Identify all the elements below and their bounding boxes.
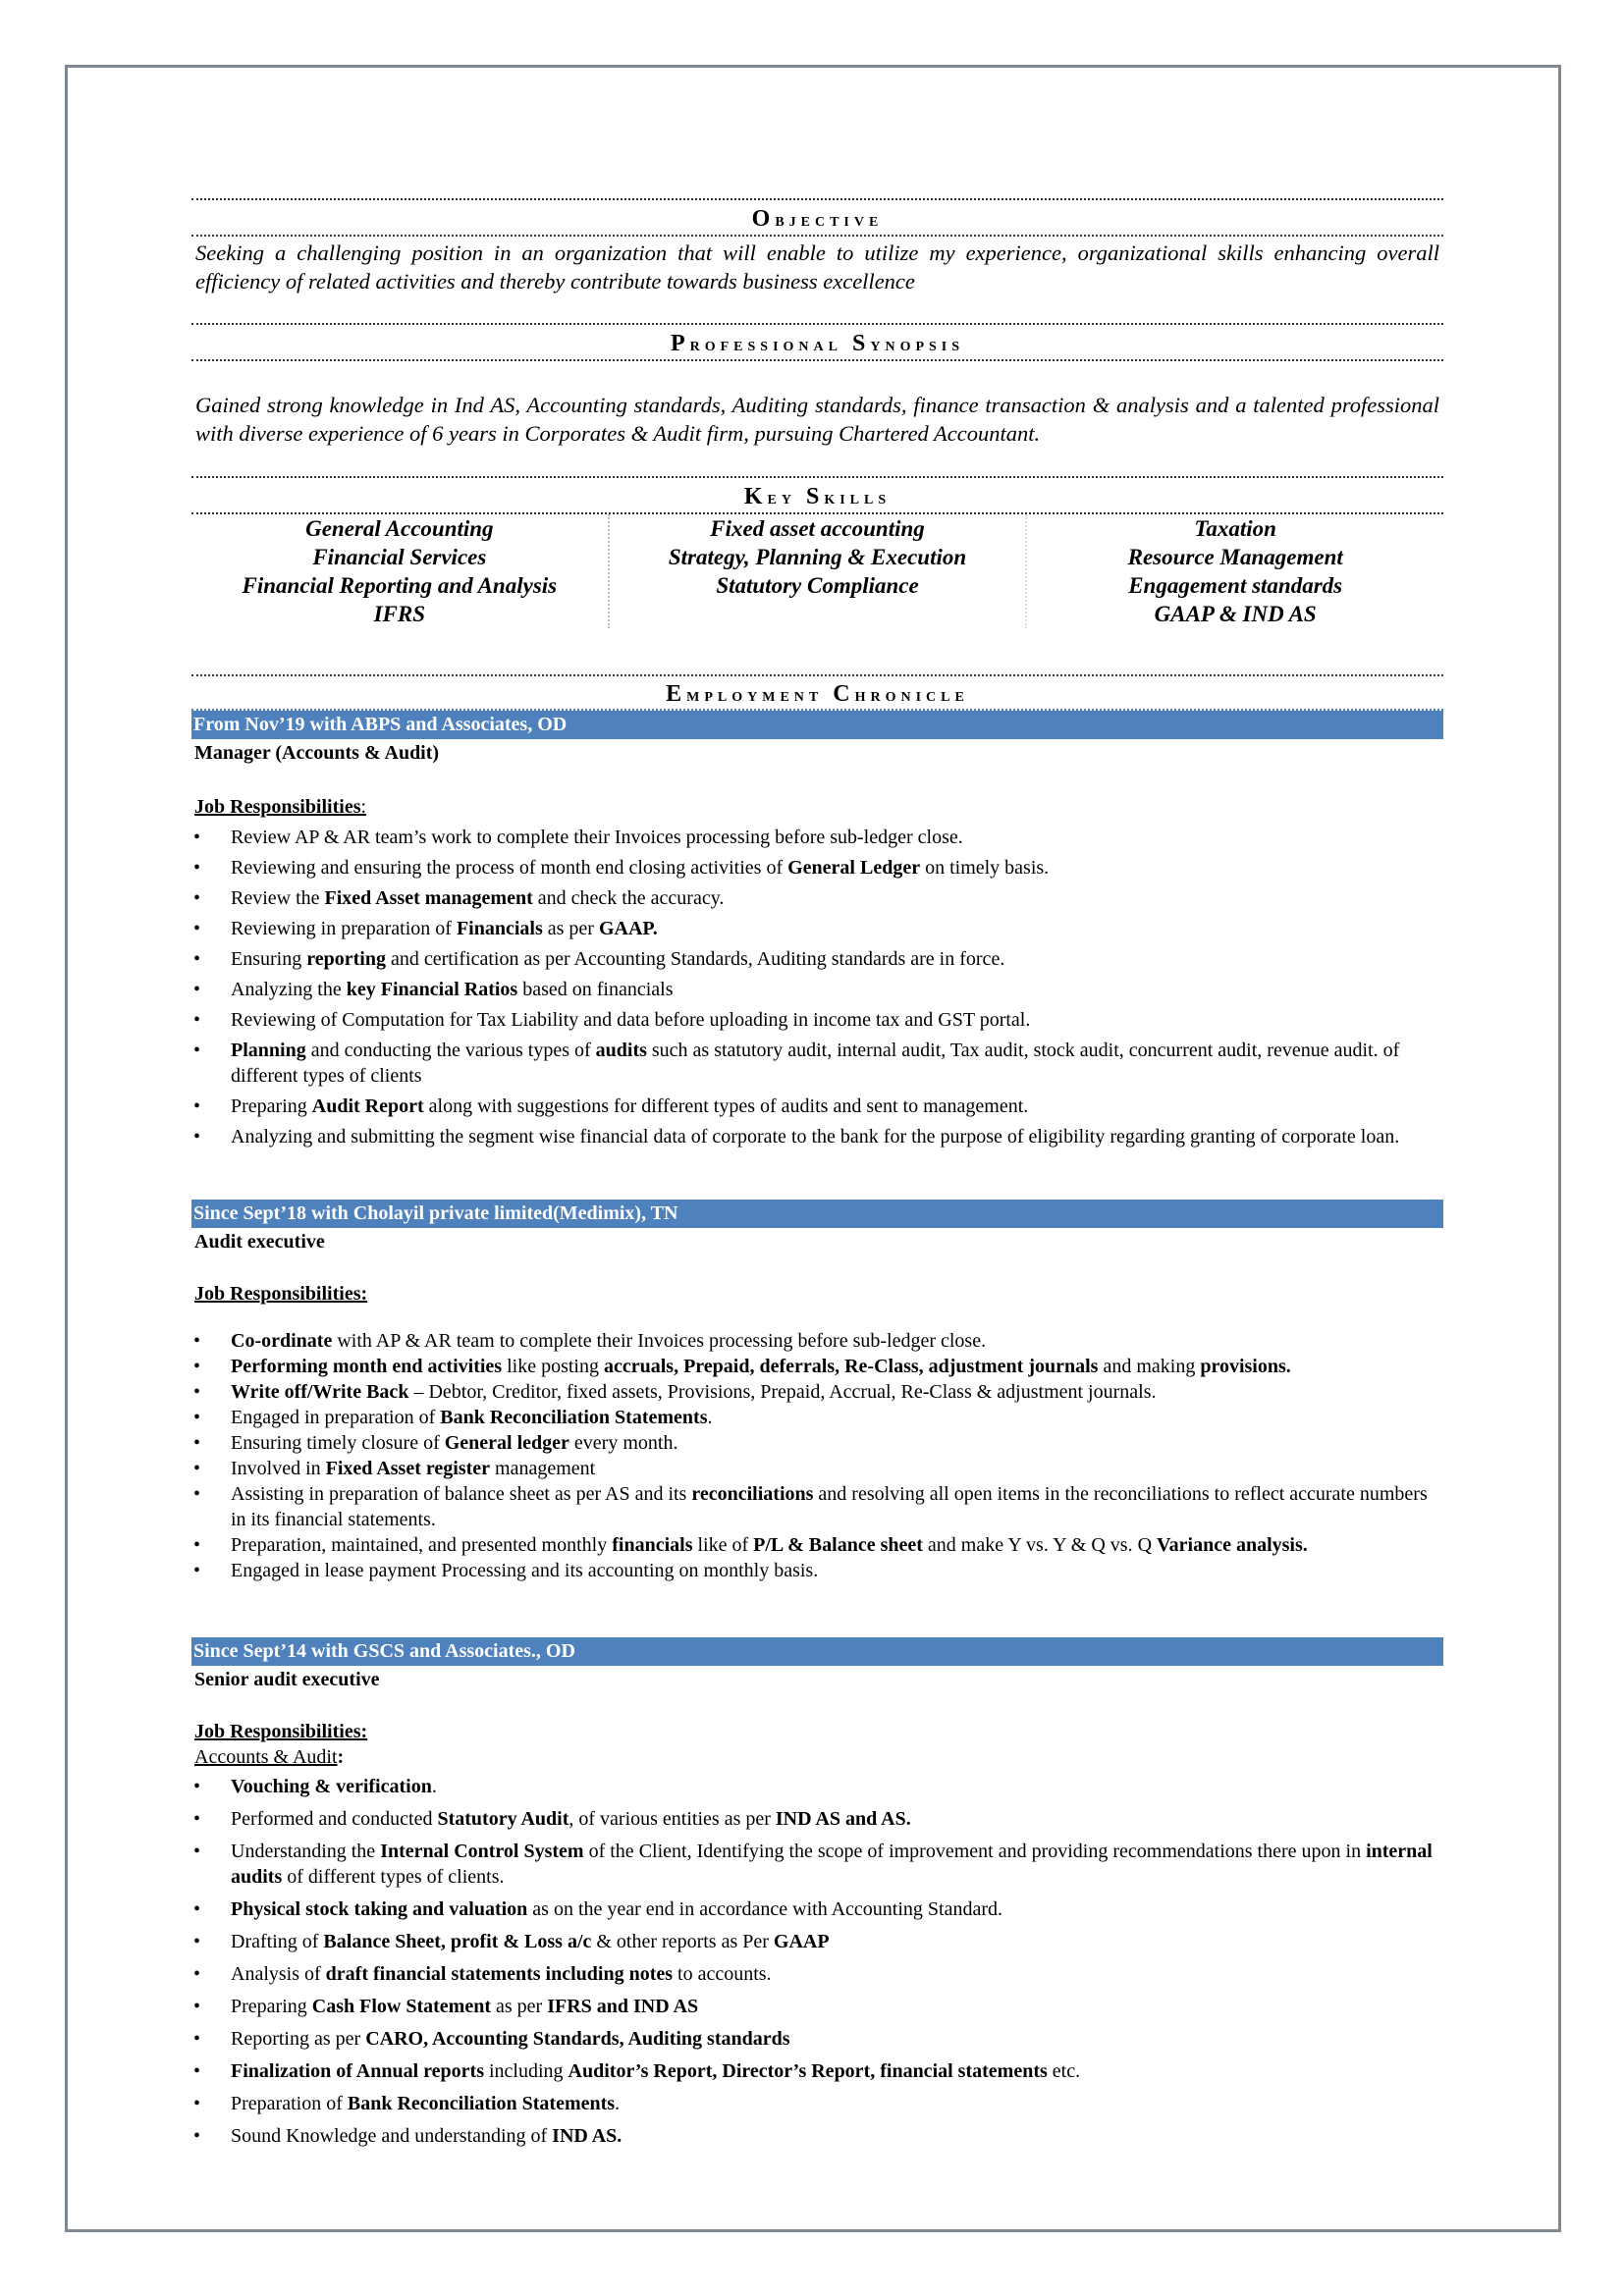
skills-column-2 (610, 514, 1028, 628)
skill-item: General Accounting (305, 516, 494, 541)
responsibility-item: • Write off/Write Back – Debtor, Creditor, fixed assets, Provisions, Prepaid, Accrual, Re-Class & adjustment journals. (191, 1379, 1443, 1405)
responsibility-item: • Preparation, maintained, and presented monthly financials like of P/L & Balance sheet and make Y vs. Y & Q vs. Q Variance analysis. (191, 1532, 1443, 1558)
responsibility-item: • Physical stock taking and valuation as on the year end in accordance with Accounting Standard. (191, 1896, 1443, 1922)
skill-item: Engagement standards (1128, 573, 1343, 598)
job-responsibilities-label: Job Responsibilities: (194, 1721, 368, 1742)
skill-item: Fixed asset accounting (710, 516, 925, 541)
responsibility-item: • Involved in Fixed Asset register management (191, 1456, 1443, 1481)
synopsis-section (191, 323, 1443, 448)
responsibility-item: • Analysis of draft financial statements including notes to accounts. (191, 1961, 1443, 1987)
responsibility-item: • Planning and conducting the various types of audits such as statutory audit, internal audit, Tax audit, stock audit, concurrent audit, revenue audit. of different types of clients (191, 1038, 1443, 1089)
job-header: From Nov’19 with ABPS and Associates, OD (191, 711, 1443, 739)
responsibility-item: • Vouching & verification. (191, 1774, 1443, 1799)
skills-section (191, 476, 1443, 628)
responsibility-item: • Understanding the Internal Control System of the Client, Identifying the scope of improvement and providing recommendations there upon in internal audits of different types of clients. (191, 1839, 1443, 1890)
divider (191, 235, 1443, 237)
objective-heading: Objective (751, 206, 884, 232)
responsibility-item: • Analyzing and submitting the segment wise financial data of corporate to the bank for the purpose of eligibility regarding granting of corporate loan. (191, 1124, 1443, 1149)
divider (191, 359, 1443, 361)
responsibility-item: • Sound Knowledge and understanding of IND AS. (191, 2123, 1443, 2149)
skill-item: Resource Management (1127, 545, 1343, 569)
responsibility-item: • Performed and conducted Statutory Audit, of various entities as per IND AS and AS. (191, 1806, 1443, 1832)
responsibility-item: • Preparing Cash Flow Statement as per IFRS and IND AS (191, 1994, 1443, 2019)
skill-item: GAAP & IND AS (1154, 602, 1317, 626)
employment-heading: Employment Chronicle (666, 681, 969, 707)
divider (191, 198, 1443, 200)
responsibility-item: • Performing month end activities like posting accruals, Prepaid, deferrals, Re-Class, adjustment journals and making provisions. (191, 1354, 1443, 1379)
skill-item: Taxation (1194, 516, 1276, 541)
responsibility-item: • Engaged in preparation of Bank Reconciliation Statements. (191, 1405, 1443, 1430)
job-block (191, 711, 1443, 1154)
job-header: Since Sept’18 with Cholayil private limited(Medimix), TN (191, 1200, 1443, 1228)
responsibility-item: • Analyzing the key Financial Ratios based on financials (191, 977, 1443, 1002)
responsibility-item: • Reviewing in preparation of Financials as per GAAP. (191, 916, 1443, 941)
skills-heading: Key Skills (743, 484, 892, 509)
synopsis-text: Gained strong knowledge in Ind AS, Accounting standards, Auditing standards, finance transaction & analysis and a talented professional with diverse experience of 6 years in Corporates & Audit firm, pursuing Chartered Accountant. (195, 393, 1439, 446)
responsibility-item: • Reviewing of Computation for Tax Liability and data before uploading in income tax and GST portal. (191, 1007, 1443, 1033)
job-role: Manager (Accounts & Audit) (194, 742, 440, 764)
job-responsibilities-label: Job Responsibilities: (194, 796, 367, 818)
divider (191, 674, 1443, 676)
responsibility-item: • Preparing Audit Report along with suggestions for different types of audits and sent to management. (191, 1094, 1443, 1119)
job-bullets (191, 825, 1443, 1149)
responsibility-item: • Reviewing and ensuring the process of month end closing activities of General Ledger on timely basis. (191, 855, 1443, 881)
skills-column-3 (1027, 514, 1443, 628)
skill-item: Strategy, Planning & Execution (668, 545, 967, 569)
responsibility-item: • Reporting as per CARO, Accounting Standards, Auditing standards (191, 2026, 1443, 2052)
skill-item: IFRS (373, 602, 426, 626)
synopsis-heading: Professional Synopsis (670, 331, 965, 356)
responsibility-item: • Review AP & AR team’s work to complete their Invoices processing before sub-ledger close. (191, 825, 1443, 850)
responsibility-item: • Assisting in preparation of balance sheet as per AS and its reconciliations and resolving all open items in the reconciliations to reflect accurate numbers in its financial statements. (191, 1481, 1443, 1532)
divider (191, 323, 1443, 325)
job-block (191, 1200, 1443, 1583)
skill-item: Statutory Compliance (716, 573, 919, 598)
responsibility-item: • Drafting of Balance Sheet, profit & Loss a/c & other reports as Per GAAP (191, 1929, 1443, 1954)
divider (191, 476, 1443, 478)
objective-text: Seeking a challenging position in an organization that will enable to utilize my experience, organizational skills enhancing overall efficiency of related activities and thereby contribute towards business excellence (195, 240, 1439, 294)
responsibility-item: • Co-ordinate with AP & AR team to complete their Invoices processing before sub-ledger close. (191, 1328, 1443, 1354)
job-block (191, 1637, 1443, 2156)
skill-item: Financial Reporting and Analysis (242, 573, 558, 598)
job-bullets (191, 1328, 1443, 1583)
responsibility-item: • Engaged in lease payment Processing and its accounting on monthly basis. (191, 1558, 1443, 1583)
job-role: Senior audit executive (194, 1669, 380, 1690)
job-header: Since Sept’14 with GSCS and Associates., OD (191, 1637, 1443, 1666)
responsibility-item: • Finalization of Annual reports including Auditor’s Report, Director’s Report, financial statements etc. (191, 2058, 1443, 2084)
responsibility-item: • Review the Fixed Asset management and check the accuracy. (191, 885, 1443, 911)
objective-section (191, 198, 1443, 295)
job-role: Audit executive (194, 1231, 325, 1253)
skill-item: Financial Services (312, 545, 487, 569)
responsibility-item: • Ensuring reporting and certification as per Accounting Standards, Auditing standards are in force. (191, 946, 1443, 972)
skills-table (191, 514, 1443, 628)
job-sub-label: Accounts & Audit: (194, 1746, 345, 1768)
skills-column-1 (191, 514, 610, 628)
job-bullets (191, 1774, 1443, 2149)
responsibility-item: • Ensuring timely closure of General ledger every month. (191, 1430, 1443, 1456)
employment-section (191, 674, 1443, 711)
responsibility-item: • Preparation of Bank Reconciliation Statements. (191, 2091, 1443, 2116)
job-responsibilities-label: Job Responsibilities: (194, 1283, 368, 1305)
